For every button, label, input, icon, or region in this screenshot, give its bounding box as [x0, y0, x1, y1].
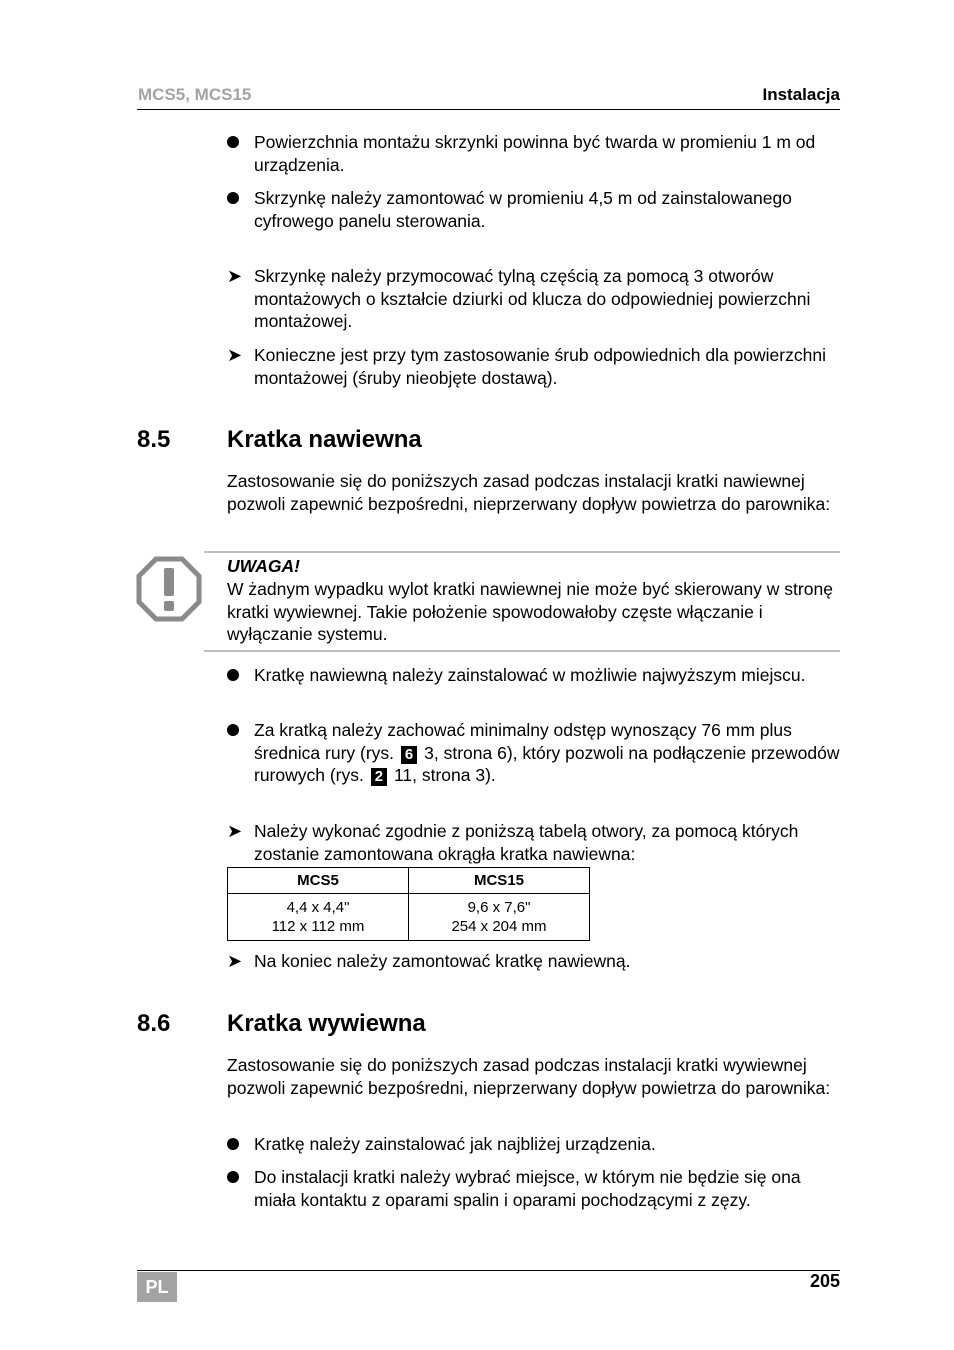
- step-arrow-icon: ➤: [227, 821, 243, 841]
- bullet-dot-icon: [227, 664, 247, 687]
- list-item: Powierzchnia montażu skrzynki powinna być twarda w promieniu 1 m od urządzenia.: [227, 131, 842, 176]
- section-title: Kratka wywiewna: [227, 1010, 426, 1037]
- header-rule: [137, 109, 840, 110]
- table-cell: 9,6 x 7,6" 254 x 204 mm: [409, 894, 590, 941]
- table-row: [228, 894, 590, 941]
- table-cell: 4,4 x 4,4" 112 x 112 mm: [228, 894, 409, 941]
- step-arrow-icon: ➤: [227, 951, 243, 971]
- header-product: MCS5, MCS15: [138, 85, 252, 104]
- page-number: 205: [809, 1271, 840, 1291]
- section-number: 8.5: [137, 426, 171, 453]
- warning-top-rule: [204, 551, 840, 553]
- table-header-cell: MCS15: [409, 868, 590, 894]
- figure-ref: 6: [401, 746, 417, 764]
- list-item: Kratkę należy zainstalować jak najbliżej urządzenia.: [227, 1133, 842, 1156]
- language-badge: PL: [137, 1272, 177, 1302]
- step-item: ➤ Konieczne jest przy tym zastosowanie śrub odpowiednich dla powierzchni montażowej (śruby nieobjęte dostawą).: [227, 345, 826, 388]
- step-arrow-icon: ➤: [227, 345, 243, 365]
- section-intro: Zastosowanie się do poniższych zasad podczas instalacji kratki nawiewnej pozwoli zapewnić bezpośredni, nieprzerwany dopływ powietrza do parownika:: [227, 471, 831, 514]
- bullet-dot-icon: [227, 1166, 247, 1189]
- section-number: 8.6: [137, 1010, 171, 1037]
- list-item: Skrzynkę należy zamontować w promieniu 4,5 m od zainstalowanego cyfrowego panelu sterowania.: [227, 187, 842, 232]
- bullet-dot-icon: [227, 719, 247, 742]
- header-chapter: Instalacja: [762, 85, 840, 104]
- list-item: Kratkę nawiewną należy zainstalować w możliwie najwyższym miejscu.: [227, 664, 842, 687]
- figure-ref: 2: [371, 768, 387, 786]
- bullet-dot-icon: [227, 1133, 247, 1156]
- warning-bottom-rule: [204, 650, 840, 652]
- table-header-cell: MCS5: [228, 868, 409, 894]
- footer-rule: [137, 1270, 840, 1271]
- warning-title: UWAGA!: [227, 556, 300, 576]
- list-item: Do instalacji kratki należy wybrać miejsce, w którym nie będzie się ona miała kontaktu z oparami spalin i oparami pochodzącymi z zęzy.: [227, 1166, 842, 1211]
- step-item: ➤ Należy wykonać zgodnie z poniższą tabelą otwory, za pomocą których zostanie zamontowana okrągła kratka nawiewna:: [227, 821, 799, 864]
- step-item: ➤ Na koniec należy zamontować kratkę nawiewną.: [227, 951, 631, 971]
- step-item: ➤ Skrzynkę należy przymocować tylną częścią za pomocą 3 otworów montażowych o kształcie dziurki od klucza do odpowiedniej powierzchni montażowej.: [227, 266, 811, 331]
- warning-octagon-icon: [136, 556, 202, 622]
- section-intro: Zastosowanie się do poniższych zasad podczas instalacji kratki wywiewnej pozwoli zapewnić bezpośredni, nieprzerwany dopływ powietrza do parownika:: [227, 1055, 831, 1098]
- step-arrow-icon: ➤: [227, 266, 243, 286]
- bullet-dot-icon: [227, 187, 247, 210]
- warning-text: W żadnym wypadku wylot kratki nawiewnej nie może być skierowany w stronę kratki wywiewnej. Takie położenie spowodowałoby częste włączanie i wyłączanie systemu.: [227, 579, 833, 644]
- list-item: Za kratką należy zachować minimalny odstęp wynoszący 76 mm plus średnica rury (rys. 6 3, strona 6), który pozwoli na podłączenie przewodów rurowych (rys. 2 11, strona 3).: [227, 719, 842, 787]
- bullet-dot-icon: [227, 131, 247, 154]
- dimensions-table: [227, 867, 590, 941]
- section-title: Kratka nawiewna: [227, 426, 422, 453]
- table-header-row: [228, 868, 590, 894]
